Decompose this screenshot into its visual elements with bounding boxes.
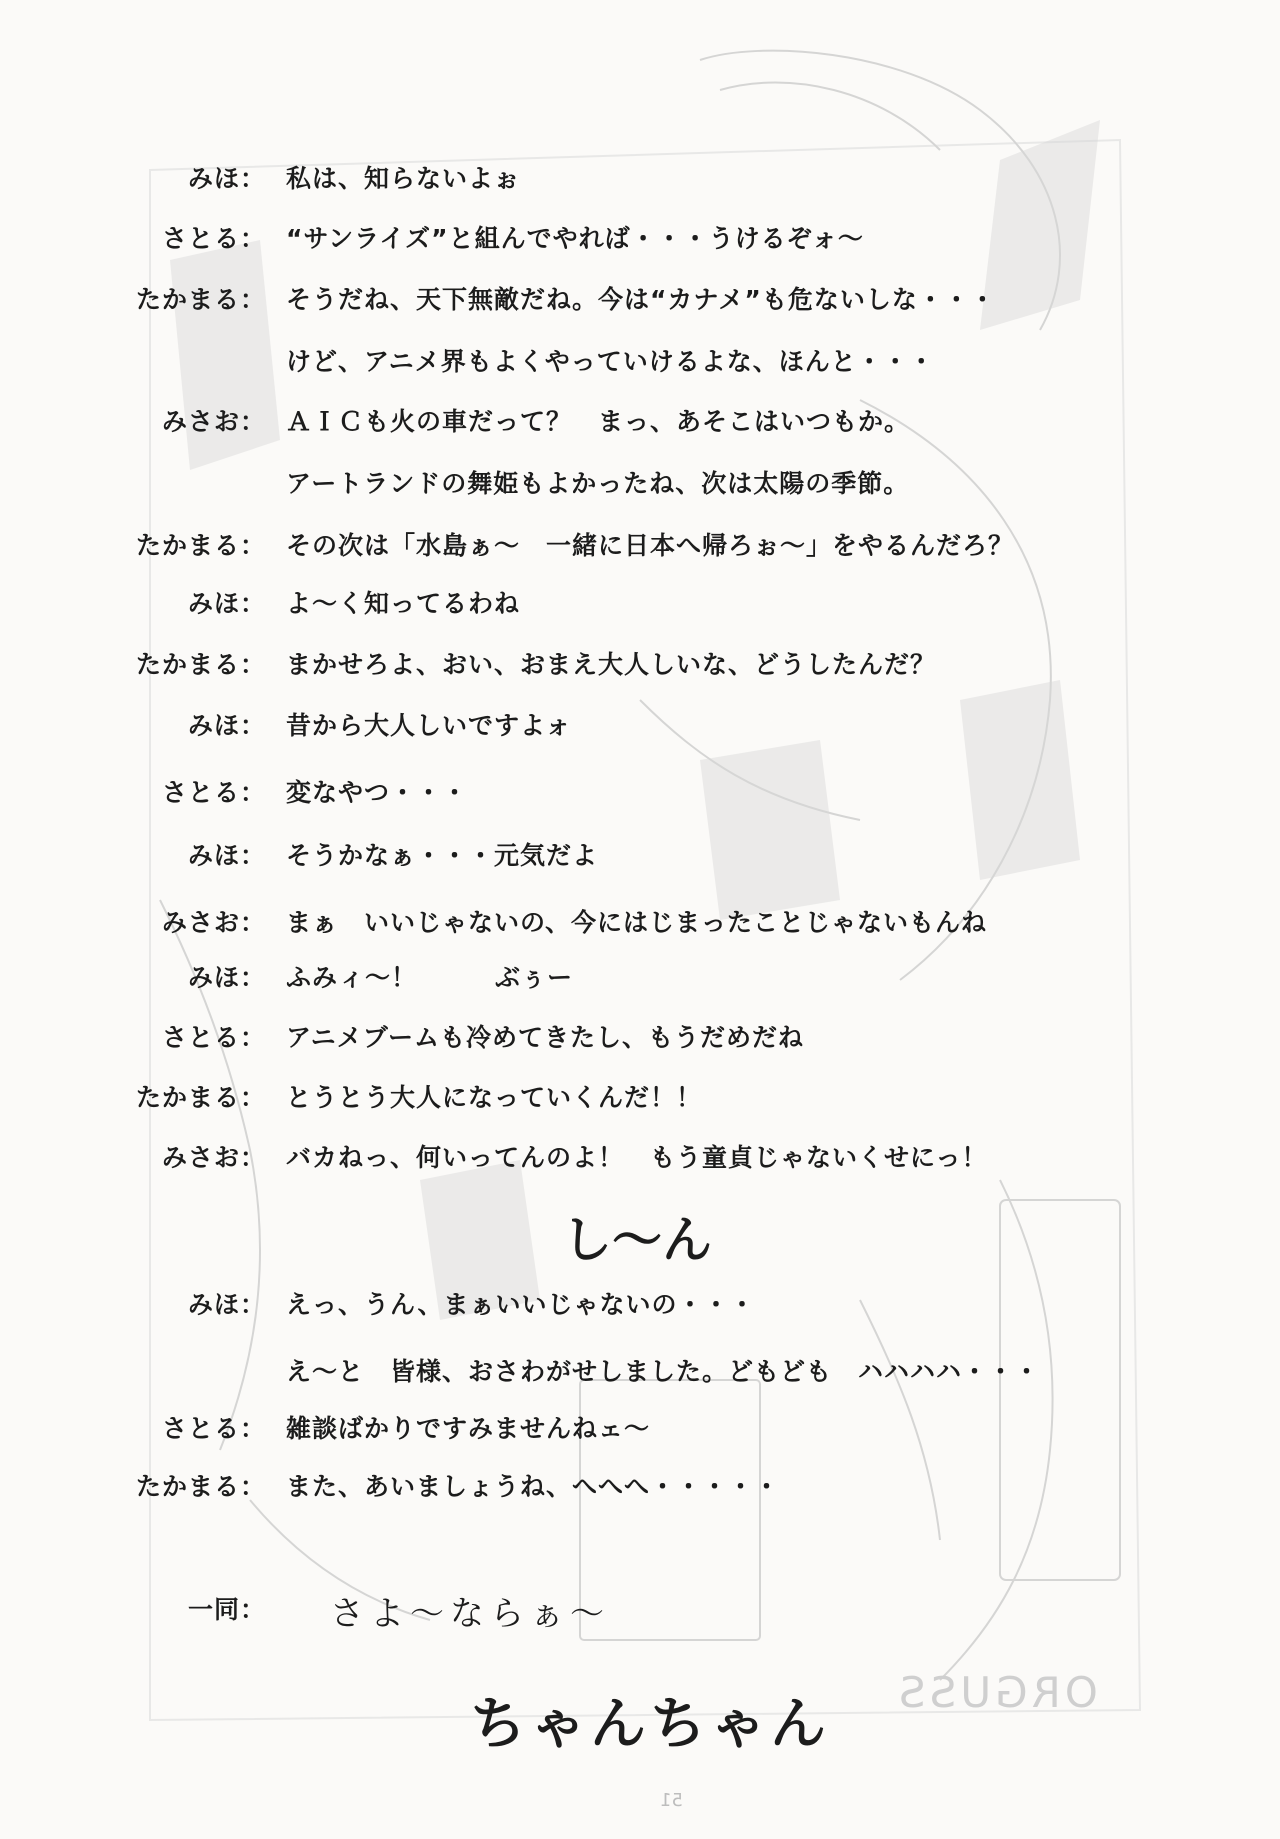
speaker-name: さとる： [161,778,266,807]
speaker-name: たかまる： [135,531,266,560]
speaker-name: みほ： [187,963,266,992]
dialogue-text: 私は、知らないよぉ [286,164,521,193]
dialogue-text: ＡＩＣも火の車だって？ まっ、あそこはいつもか。 [286,407,911,436]
speaker-name: みさお： [161,407,266,436]
speaker-name: みほ： [187,164,266,193]
dialogue-text: 変なやつ・・・ [286,778,469,807]
dialogue-line [0,643,936,683]
speaker-name: みほ： [187,841,266,870]
speaker-name: さとる： [161,1414,266,1443]
dialogue-line [0,217,864,257]
dialogue-text: えっ、うん、まぁいいじゃないの・・・ [286,1290,756,1319]
speaker-name: みほ： [187,711,266,740]
dialogue-text: ふみィ〜！ ぶぅー [286,963,574,992]
dialogue-text: アニメブームも冷めてきたし、もうだめだね [286,1023,805,1052]
dialogue-text: そうかなぁ・・・元気だよ [286,841,599,870]
speaker-name: みさお： [161,1143,266,1172]
dialogue-line-all [0,1588,610,1634]
dialogue-line [0,1136,988,1176]
dialogue-line [0,400,910,440]
dialogue-text: え〜と 皆様、おさわがせしました。どもども ハハハハ・・・ [286,1357,1041,1386]
dialogue-line [0,462,909,502]
speaker-name: みほ： [187,1290,266,1319]
dialogue-text: アートランドの舞姫もよかったね、次は太陽の季節。 [286,469,910,498]
dialogue-text: よ〜く知ってるわね [286,589,521,618]
dialogue-text: また、あいましょうね、へへへ・・・・・ [286,1472,781,1501]
dialogue-line [0,524,1014,564]
dialogue-line [0,278,996,318]
silence-heading: し〜ん [562,1211,712,1269]
dialogue-line [0,956,573,996]
speaker-name: たかまる： [135,650,266,679]
speaker-name: みほ： [187,589,266,618]
speaker-name: たかまる： [135,285,266,314]
dialogue-text: バカねっ、何いってんのよ！ もう童貞じゃないくせにっ！ [286,1143,988,1172]
dialogue-text: そうだね、天下無敵だね。今は“カナメ”も危ないしな・・・ [286,285,996,314]
dialogue-line [0,901,987,941]
dialogue-text: その次は「水島ぁ〜 一緒に日本へ帰ろぉ〜」をやるんだろ？ [286,531,1015,560]
dialogue-text: けど、アニメ界もよくやっていけるよな、ほんと・・・ [286,347,935,376]
speaker-name: さとる： [161,224,266,253]
dialogue-line [0,582,520,622]
dialogue-line [0,1283,756,1323]
dialogue-text: “サンライズ”と組んでやれば・・・うけるぞォ〜 [286,224,864,253]
farewell-text: さよ〜ならぁ〜 [330,1594,610,1634]
dialogue-text: 昔から大人しいですよォ [286,711,572,740]
background-watermark: ORGUSS [895,1668,1098,1717]
dialogue-line [0,340,935,380]
speaker-name: さとる： [161,1023,266,1052]
dialogue-text: とうとう大人になっていくんだ！！ [286,1083,703,1112]
speaker-name: たかまる： [135,1472,266,1501]
speaker-name: 一同： [187,1595,266,1624]
dialogue-line [0,1350,1040,1390]
dialogue-line [0,1465,780,1505]
dialogue-line [0,157,520,197]
speaker-name: たかまる： [135,1083,266,1112]
dialogue-text: まかせろよ、おい、おまえ大人しいな、どうしたんだ？ [286,650,937,679]
dialogue-text: 雑談ばかりですみませんねェ〜 [286,1414,651,1443]
dialogue-line [0,1016,804,1056]
speaker-name: みさお： [161,908,266,937]
dialogue-line [0,1076,702,1116]
ending-text: ちゃんちゃん [470,1692,830,1757]
dialogue-line [0,771,468,811]
dialogue-line [0,834,598,874]
dialogue-line [0,1407,650,1447]
dialogue-line [0,704,572,744]
page-number: 51 [660,1790,683,1811]
dialogue-text: まぁ いいじゃないの、今にはじまったことじゃないもんね [286,908,988,937]
